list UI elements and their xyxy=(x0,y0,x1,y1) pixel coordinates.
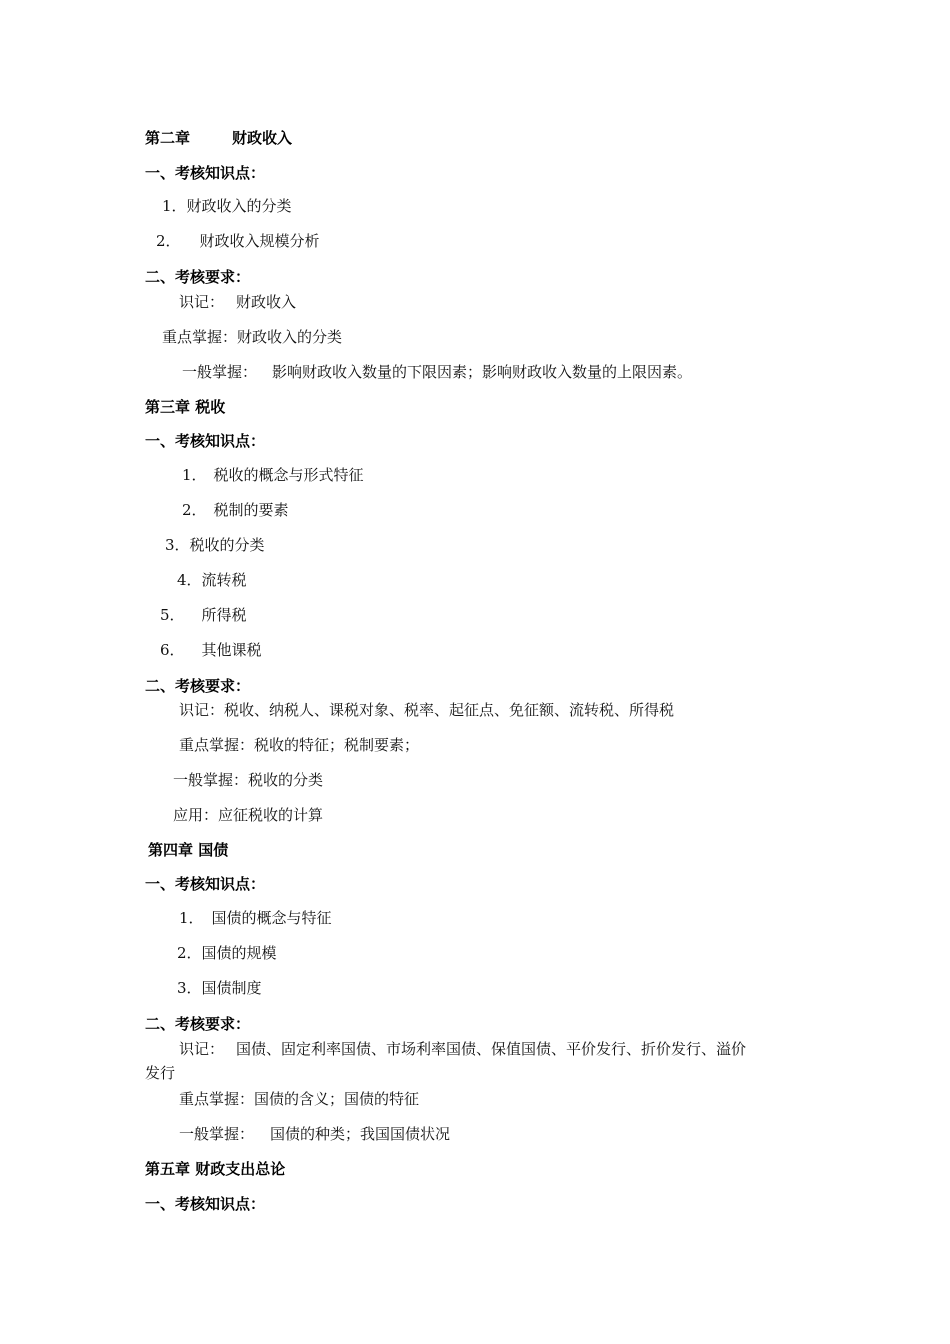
chapter-4-title: 第四章 国债 xyxy=(148,841,229,859)
chapter-4-req-identify xyxy=(179,1039,746,1059)
chapter-3-req-key: 重点掌握：税收的特征；税制要素； xyxy=(179,736,420,754)
chapter-5-knowledge-heading: 一、考核知识点： xyxy=(145,1195,266,1213)
chapter-2-knowledge-item-2-number: 2． xyxy=(156,232,181,250)
chapter-4-item-1-number: 1． xyxy=(179,909,204,927)
chapter-4-req-general-text: 国债的种类；我国国债状况 xyxy=(270,1125,451,1143)
chapter-4-item-3-text: 国债制度 xyxy=(201,979,262,997)
chapter-3-item-4-text: 流转税 xyxy=(201,571,247,589)
chapter-3-knowledge-item-1 xyxy=(182,465,364,485)
chapter-2-title xyxy=(145,128,292,148)
chapter-3-item-5-text: 所得税 xyxy=(201,606,247,624)
chapter-2-knowledge-item-1: 1．财政收入的分类 xyxy=(162,197,292,215)
chapter-2-number: 第二章 xyxy=(145,129,191,147)
chapter-2-knowledge-item-2 xyxy=(156,231,320,251)
chapter-3-item-4-number: 4． xyxy=(177,571,202,589)
chapter-5-title: 第五章 财政支出总论 xyxy=(145,1160,286,1178)
chapter-4-item-2-text: 国债的规模 xyxy=(201,944,277,962)
chapter-4-requirements-heading: 二、考核要求： xyxy=(145,1015,251,1033)
chapter-3-knowledge-heading: 一、考核知识点： xyxy=(145,432,266,450)
chapter-3-req-general: 一般掌握：税收的分类 xyxy=(173,771,324,789)
chapter-2-req-identify-label: 识记： xyxy=(179,293,225,311)
chapter-3-item-3-text: 税收的分类 xyxy=(189,536,265,554)
chapter-4-req-identify-text: 国债、固定利率国债、市场利率国债、保值国债、平价发行、折价发行、溢价 xyxy=(236,1040,747,1058)
chapter-3-item-5-number: 5． xyxy=(160,606,185,624)
chapter-3-item-2-number: 2． xyxy=(182,501,207,519)
chapter-3-knowledge-item-4 xyxy=(177,570,247,590)
chapter-2-req-key: 重点掌握：财政收入的分类 xyxy=(162,328,343,346)
chapter-4-req-general xyxy=(179,1124,450,1144)
chapter-4-req-general-label: 一般掌握： xyxy=(179,1125,255,1143)
chapter-2-req-general-label: 一般掌握： xyxy=(182,363,258,381)
chapter-4-knowledge-heading: 一、考核知识点： xyxy=(145,875,266,893)
chapter-4-item-2-number: 2． xyxy=(177,944,202,962)
chapter-3-req-identify: 识记：税收、纳税人、课税对象、税率、起征点、免征额、流转税、所得税 xyxy=(179,701,675,719)
chapter-4-knowledge-item-2 xyxy=(177,943,277,963)
chapter-3-item-1-text: 税收的概念与形式特征 xyxy=(213,466,364,484)
chapter-4-item-3-number: 3． xyxy=(177,979,202,997)
chapter-4-item-1-text: 国债的概念与特征 xyxy=(211,909,332,927)
chapter-3-knowledge-item-3 xyxy=(165,535,265,555)
chapter-3-knowledge-item-5 xyxy=(160,605,247,625)
chapter-4-req-identify-continued: 发行 xyxy=(145,1064,176,1082)
chapter-2-knowledge-heading: 一、考核知识点： xyxy=(145,164,266,182)
chapter-2-req-general xyxy=(182,362,692,382)
chapter-4-req-key: 重点掌握：国债的含义；国债的特征 xyxy=(179,1090,420,1108)
chapter-3-item-6-number: 6． xyxy=(160,641,185,659)
chapter-4-knowledge-item-3 xyxy=(177,978,262,998)
chapter-2-req-identify-text: 财政收入 xyxy=(236,293,297,311)
chapter-2-req-general-text: 影响财政收入数量的下限因素；影响财政收入数量的上限因素。 xyxy=(272,363,693,381)
chapter-3-item-3-number: 3． xyxy=(165,536,190,554)
chapter-3-item-1-number: 1． xyxy=(182,466,207,484)
chapter-3-title: 第三章 税收 xyxy=(145,398,226,416)
chapter-3-knowledge-item-6 xyxy=(160,640,262,660)
chapter-2-name: 财政收入 xyxy=(232,129,293,147)
chapter-2-req-identify xyxy=(179,292,296,312)
chapter-4-req-identify-label: 识记： xyxy=(179,1040,225,1058)
chapter-3-requirements-heading: 二、考核要求： xyxy=(145,677,251,695)
chapter-3-item-2-text: 税制的要素 xyxy=(213,501,289,519)
chapter-3-item-6-text: 其他课税 xyxy=(201,641,262,659)
chapter-3-knowledge-item-2 xyxy=(182,500,289,520)
chapter-3-req-apply: 应用：应征税收的计算 xyxy=(173,806,324,824)
chapter-2-requirements-heading: 二、考核要求： xyxy=(145,268,251,286)
chapter-4-knowledge-item-1 xyxy=(179,908,332,928)
chapter-2-knowledge-item-2-text: 财政收入规模分析 xyxy=(199,232,320,250)
